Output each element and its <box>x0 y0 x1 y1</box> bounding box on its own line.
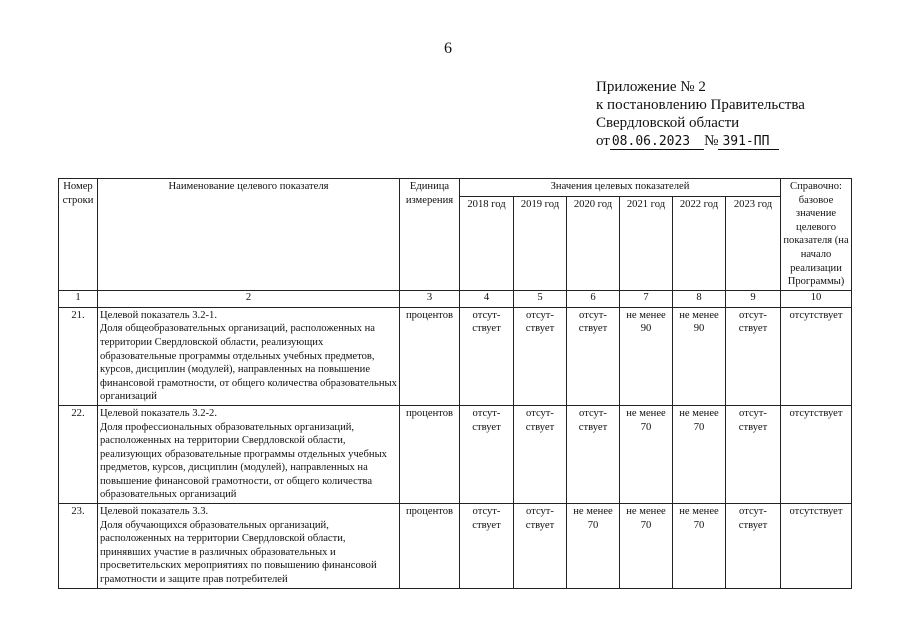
header-year: 2020 год <box>567 196 620 290</box>
header-year: 2021 год <box>620 196 673 290</box>
unit-cell: процентов <box>400 504 460 589</box>
indicator-name-cell <box>98 405 400 503</box>
appendix-title: Приложение № 2 <box>596 79 706 95</box>
reference-cell: отсутствует <box>781 504 852 589</box>
header-name: Наименование целевого показателя <box>98 179 400 291</box>
indicators-table <box>58 178 852 589</box>
table-row <box>59 405 852 503</box>
value-cell: отсут-ствует <box>514 405 567 503</box>
appendix-region: Свердловской области <box>596 115 740 131</box>
column-number: 5 <box>514 290 567 307</box>
value-cell: отсут-ствует <box>514 307 567 405</box>
header-year: 2019 год <box>514 196 567 290</box>
indicator-title: Целевой показатель 3.2-1. <box>100 309 217 321</box>
column-number: 1 <box>59 290 98 307</box>
row-number: 23. <box>59 504 98 589</box>
column-number: 8 <box>673 290 726 307</box>
value-cell: не менее 90 <box>620 307 673 405</box>
indicator-title: Целевой показатель 3.3. <box>100 506 209 518</box>
row-number: 22. <box>59 405 98 503</box>
resolution-date: 08.06.2023 <box>610 134 704 150</box>
page-number: 6 <box>444 40 452 57</box>
resolution-number: 391-ПП <box>718 134 779 150</box>
indicator-name-cell <box>98 504 400 589</box>
indicator-description: Доля общеобразовательных организаций, расположенных на территории Свердловской области, реализующих образовательные программы отдельных учебных предметов, курсов, дисциплин (модулей), направленных на повышение финансовой грамотности, от общего количества образовательных организаций <box>100 323 397 403</box>
indicator-name-cell <box>98 307 400 405</box>
value-cell: отсут-ствует <box>460 405 514 503</box>
value-cell: отсут-ствует <box>514 504 567 589</box>
value-cell: не менее 70 <box>673 405 726 503</box>
table-row <box>59 504 852 589</box>
value-cell: не менее 90 <box>673 307 726 405</box>
column-number: 2 <box>98 290 400 307</box>
row-number: 21. <box>59 307 98 405</box>
value-cell: отсут-ствует <box>567 307 620 405</box>
number-label: № <box>704 133 719 149</box>
appendix-block <box>596 78 896 151</box>
header-row-no: Номер строки <box>59 179 98 291</box>
header-row-1 <box>59 179 852 197</box>
indicator-description: Доля обучающихся образовательных организаций, расположенных на территории Свердловской области, принявших участие в различных образовательных и просветительских мероприятиях по повышению финансовой грамотности и защите прав потребителей <box>100 519 377 586</box>
value-cell: не менее 70 <box>673 504 726 589</box>
reference-cell: отсутствует <box>781 307 852 405</box>
value-cell: отсут-ствует <box>726 405 781 503</box>
value-cell: не менее 70 <box>567 504 620 589</box>
value-cell: отсут-ствует <box>460 504 514 589</box>
header-year: 2018 год <box>460 196 514 290</box>
appendix-resolution: к постановлению Правительства <box>596 97 805 113</box>
value-cell: отсут-ствует <box>726 504 781 589</box>
unit-cell: процентов <box>400 405 460 503</box>
value-cell: отсут-ствует <box>460 307 514 405</box>
value-cell: не менее 70 <box>620 504 673 589</box>
indicator-description: Доля профессиональных образовательных организаций, расположенных на территории Свердловской области, реализующих образовательные программы отдельных учебных предметов, курсов, дисциплин (модулей), направленных на повышение финансовой грамотности, от общего количества образовательных организаций <box>100 421 387 501</box>
column-number: 6 <box>567 290 620 307</box>
column-number: 4 <box>460 290 514 307</box>
header-year: 2022 год <box>673 196 726 290</box>
value-cell: не менее 70 <box>620 405 673 503</box>
reference-cell: отсутствует <box>781 405 852 503</box>
indicator-title: Целевой показатель 3.2-2. <box>100 407 217 419</box>
column-number: 10 <box>781 290 852 307</box>
header-values-group: Значения целевых показателей <box>460 179 781 197</box>
column-number: 7 <box>620 290 673 307</box>
unit-cell: процентов <box>400 307 460 405</box>
appendix-date-line <box>596 132 896 151</box>
header-year: 2023 год <box>726 196 781 290</box>
from-label: от <box>596 133 610 149</box>
value-cell: отсут-ствует <box>726 307 781 405</box>
header-reference: Справочно: базовое значение целевого показателя (на начало реализации Программы) <box>781 179 852 291</box>
column-number: 9 <box>726 290 781 307</box>
column-numbers-row <box>59 290 852 307</box>
column-number: 3 <box>400 290 460 307</box>
value-cell: отсут-ствует <box>567 405 620 503</box>
table-row <box>59 307 852 405</box>
header-unit: Единица измерения <box>400 179 460 291</box>
